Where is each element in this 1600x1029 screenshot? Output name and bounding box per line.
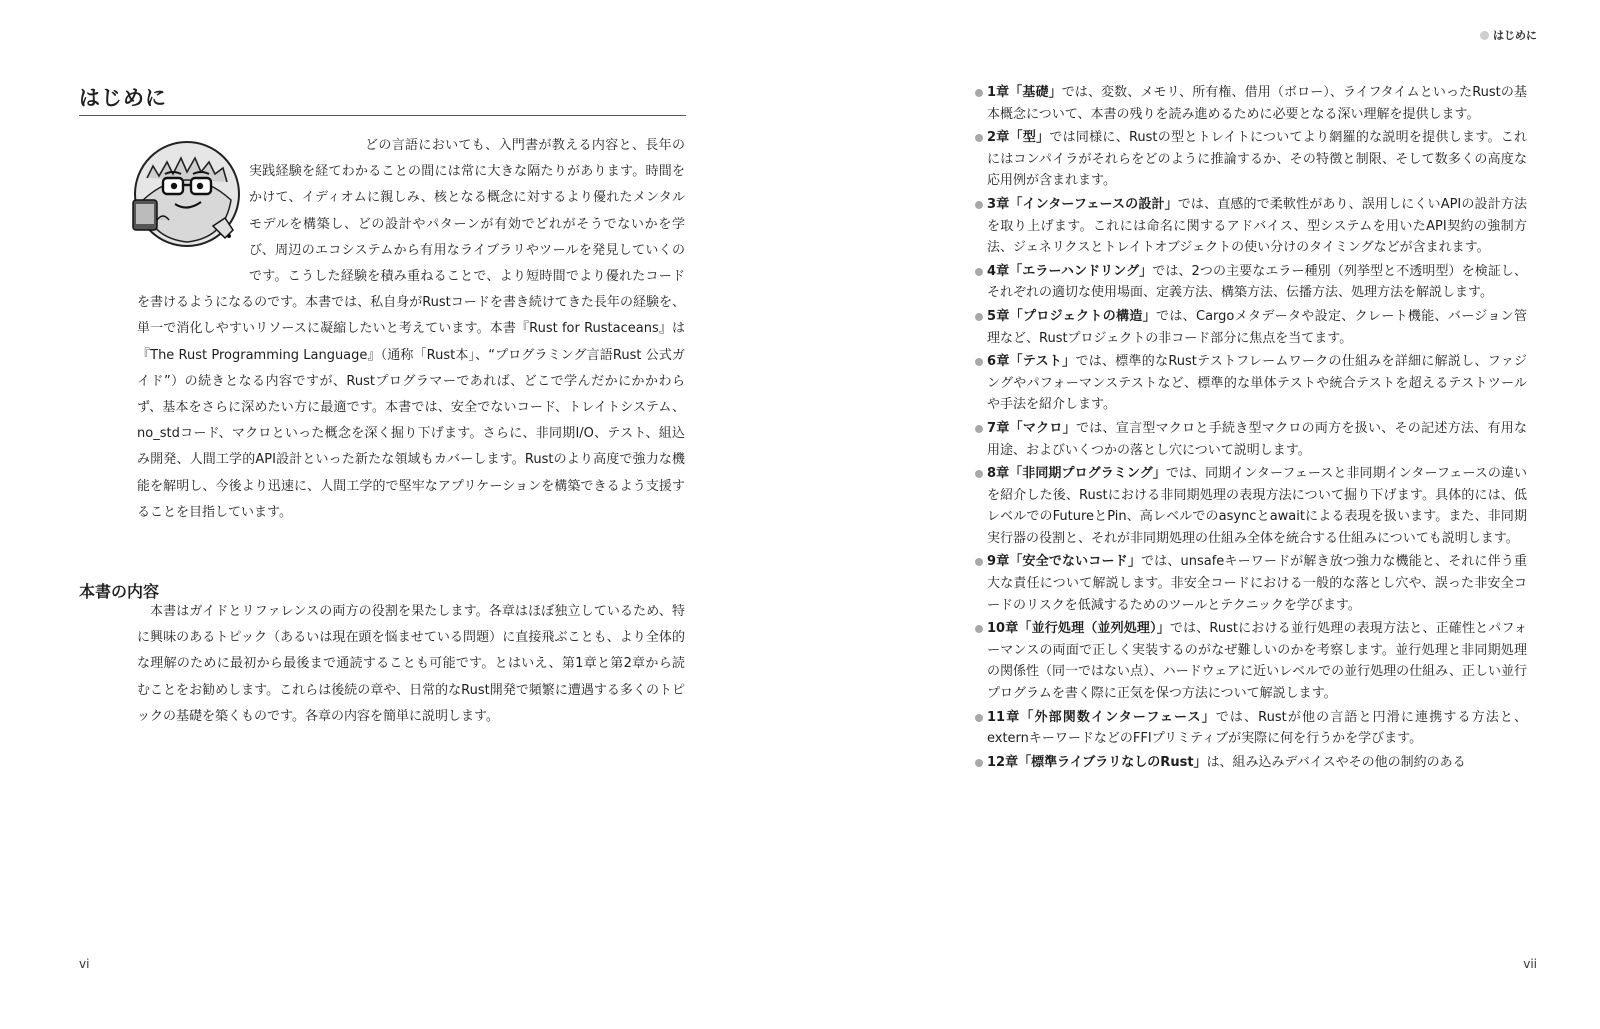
chapter-desc: では、Rustにおける並行処理の表現方法と、正確性とパフォーマンスの両面で正しく実装するのがなぜ難しいのかを考察します。並行処理と非同期処理の関係性（同一ではない点）、ハードウェアに近いレベルでの並行処理の仕組み、正しい並行プログラムを書く際に正気を保つ方法について解説します。 <box>987 621 1527 702</box>
list-item <box>975 127 1527 192</box>
bullet-icon <box>975 714 983 722</box>
list-item <box>975 261 1527 304</box>
chapter-desc: では、直感的で柔軟性があり、誤用しにくいAPIの設計方法を取り上げます。これには命名に関するアドバイス、型システムを用いたAPI契約の強制方法、ジェネリクスとトレイトオブジェクトの使い分けのタイミングなどが含まれます。 <box>987 196 1528 256</box>
chapter-desc: では、同期インターフェースと非同期インターフェースの違いを紹介した後、Rustにおける非同期処理の表現方法について掘り下げます。具体的には、低レベルでのFutureとPin、高レベルでのasyncとawaitによる表現を扱います。また、非同期実行器の役割と、それが非同期処理の仕組み全体を統合する仕組みについても説明します。 <box>987 466 1527 546</box>
bullet-icon <box>975 358 983 366</box>
chapter-label: 2章「型」 <box>987 130 1050 146</box>
list-item <box>975 82 1527 125</box>
chapter-label: 11章「外部関数インターフェース」 <box>987 709 1216 725</box>
chapter-label: 3章「インターフェースの設計」 <box>987 196 1178 212</box>
bullet-icon <box>975 625 983 633</box>
chapter-label: 1章「基礎」 <box>987 85 1062 100</box>
bullet-icon <box>975 201 983 209</box>
chapter-label: 9章「安全でないコード」 <box>987 554 1141 570</box>
chapter-desc: では、unsafeキーワードが解き放つ強力な機能と、それに伴う重大な責任について解説します。非安全コードにおける一般的な落とし穴や、誤った非安全コードのリスクを低減するためのツールとテクニックを学びます。 <box>987 554 1528 613</box>
bullet-icon <box>975 558 983 566</box>
chapter-list <box>975 82 1527 775</box>
chapter-desc: では、2つの主要なエラー種別（列挙型と不透明型）を検証し、それぞれの適切な使用場面、定義方法、構築方法、伝播方法、処理方法を解説します。 <box>987 263 1527 301</box>
page-number-right: vii <box>1523 957 1537 971</box>
chapter-label: 7章「マクロ」 <box>987 420 1076 436</box>
list-item <box>975 306 1527 349</box>
section-body: 本書はガイドとリファレンスの両方の役割を果たします。各章はほぼ独立しているため、特に興味のあるトピック（あるいは現在頭を悩ませている問題）に直接飛ぶことも、より全体的な理解のために最初から最後まで通読することも可能です。とはいえ、第1章と第2章から読むことをお勧めします。これらは後続の章や、日常的なRust開発で頻繁に遭遇する多くのトピックの基礎を築くものです。各章の内容を簡単に説明します。 <box>137 604 685 724</box>
page-number-left: vi <box>79 957 90 971</box>
chapter-desc: は、組み込みデバイスやその他の制約のある <box>1206 754 1466 770</box>
chapter-desc: では、Cargoメタデータや設定、クレート機能、バージョン管理など、Rustプロジェクトの非コード部分に焦点を当てます。 <box>987 308 1527 346</box>
chapter-label: 4章「エラーハンドリング」 <box>987 263 1153 279</box>
chapter-label: 8章「非同期プログラミング」 <box>987 466 1166 482</box>
intro-paragraph <box>137 133 685 526</box>
chapter-label: 10章「並行処理（並列処理）」 <box>987 621 1170 637</box>
bullet-icon <box>975 89 983 97</box>
mascot-spacer <box>137 141 249 267</box>
chapter-desc: では、Rustが他の言語と円滑に連携する方法と、externキーワードなどのFFIプリミティブが実際に何を行うかを学びます。 <box>987 709 1527 747</box>
right-page <box>800 0 1600 1029</box>
list-item <box>975 463 1527 549</box>
bullet-icon <box>975 470 983 478</box>
running-head <box>1480 27 1537 43</box>
list-item <box>975 418 1527 461</box>
list-item <box>975 351 1527 416</box>
bullet-icon <box>975 313 983 321</box>
list-item <box>975 752 1527 774</box>
list-item <box>975 194 1527 259</box>
bullet-icon <box>975 134 983 142</box>
chapter-title: はじめに <box>79 82 686 116</box>
chapter-desc: では、宣言型マクロと手続き型マクロの両方を扱い、その記述方法、有用な用途、およびいくつかの落とし穴について説明します。 <box>987 420 1527 458</box>
chapter-label: 5章「プロジェクトの構造」 <box>987 308 1157 324</box>
chapter-desc: では同様に、Rustの型とトレイトについてより網羅的な説明を提供します。これにはコンパイラがそれらをどのように推論するか、その特徴と制限、そして数多くの高度な応用例が含まれます。 <box>987 130 1528 189</box>
bullet-icon <box>975 425 983 433</box>
chapter-label: 6章「テスト」 <box>987 354 1076 370</box>
list-item <box>975 551 1527 616</box>
bullet-icon <box>975 268 983 276</box>
running-head-dot-icon <box>1480 31 1489 40</box>
chapter-desc: では、変数、メモリ、所有権、借用（ボロー）、ライフタイムといったRustの基本概念について、本書の残りを読み進めるために必要となる深い理解を提供します。 <box>987 85 1527 122</box>
list-item <box>975 707 1527 750</box>
section-title: 本書の内容 <box>79 582 160 601</box>
chapter-label: 12章「標準ライブラリなしのRust」 <box>987 754 1207 770</box>
running-head-text: はじめに <box>1493 29 1537 42</box>
intro-text: どの言語においても、入門書が教える内容と、長年の実践経験を経てわかることの間には常に大きな隔たりがあります。時間をかけて、イディオムに親しみ、核となる概念に対するより優れたメンタルモデルを構築し、どの設計やパターンが有効でどれがそうでないかを学び、周辺のエコシステムから有用なライブラリやツールを発見していくのです。こうした経験を積み重ねることで、より短時間でより優れたコードを書けるようになるのです。本書では、私自身がRustコードを書き続けてきた長年の経験を、単一で消化しやすいリソースに凝縮したいと考えています。本書『Rust for Rustaceans』は『The Rust Programming Language』（通称「Rust本」、“プログラミング言語Rust 公式ガイド”）の続きとなる内容ですが、Rustプログラマーであれば、どこで学んだかにかかわらず、基本をさらに深めたい方に最適です。本書では、安全でないコード、トレイトシステム、no_stdコード、マクロといった概念を深く掘り下げます。さらに、非同期I/O、テスト、組込み開発、人間工学的API設計といった新たな領域もカバーします。Rustのより高度で強力な機能を解明し、今後より迅速に、人間工学的で堅牢なアプリケーションを構築できるよう支援することを目指しています。 <box>137 138 685 520</box>
chapter-desc: では、標準的なRustテストフレームワークの仕組みを詳細に解説し、ファジングやパフォーマンステストなど、標準的な単体テストや統合テストを超えるテストツールや手法を紹介します。 <box>987 354 1527 413</box>
list-item <box>975 618 1527 704</box>
bullet-icon <box>975 759 983 767</box>
